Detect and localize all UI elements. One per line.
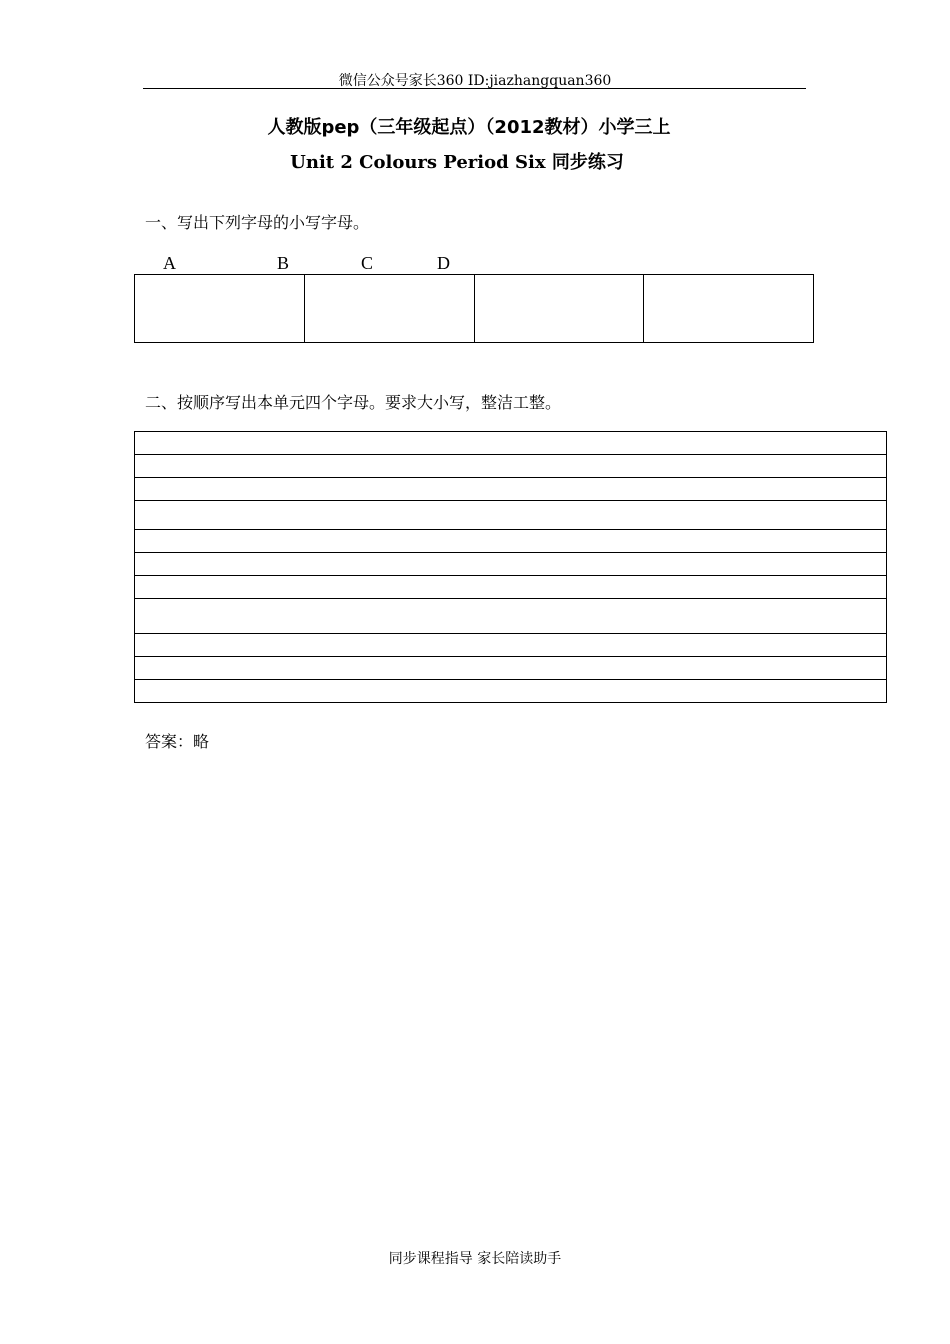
writing-line-row[interactable]	[135, 576, 886, 599]
answer-box-b[interactable]	[305, 275, 475, 342]
letter-label-d: D	[437, 253, 450, 273]
page-header: 微信公众号家长360 ID:jiazhangquan360	[338, 73, 612, 89]
answer-boxes	[134, 274, 814, 343]
writing-line-row[interactable]	[135, 680, 886, 702]
writing-line-row[interactable]	[135, 455, 886, 478]
writing-line-row[interactable]	[135, 553, 886, 576]
document-subtitle: Unit 2 Colours Period Six 同步练习	[290, 152, 624, 173]
letter-label-b: B	[277, 253, 290, 273]
header-divider	[143, 88, 806, 89]
answer-note: 答案：略	[145, 732, 210, 751]
page-footer: 同步课程指导 家长陪读助手	[388, 1251, 562, 1267]
writing-lines	[134, 431, 887, 703]
writing-line-row[interactable]	[135, 501, 886, 530]
section2-instruction: 二、按顺序写出本单元四个字母。要求大小写，整洁工整。	[145, 393, 562, 412]
answer-box-c[interactable]	[475, 275, 645, 342]
writing-line-row[interactable]	[135, 530, 886, 553]
document-title: 人教版pep（三年级起点）（2012教材）小学三上	[267, 117, 671, 138]
letter-label-a: A	[163, 253, 176, 273]
writing-line-row[interactable]	[135, 634, 886, 657]
letter-label-c: C	[361, 253, 374, 273]
answer-box-d[interactable]	[644, 275, 813, 342]
writing-line-row[interactable]	[135, 478, 886, 501]
writing-line-row[interactable]	[135, 432, 886, 455]
answer-box-a[interactable]	[135, 275, 305, 342]
writing-line-row[interactable]	[135, 599, 886, 634]
writing-line-row[interactable]	[135, 657, 886, 680]
section1-instruction: 一、写出下列字母的小写字母。	[145, 213, 370, 232]
